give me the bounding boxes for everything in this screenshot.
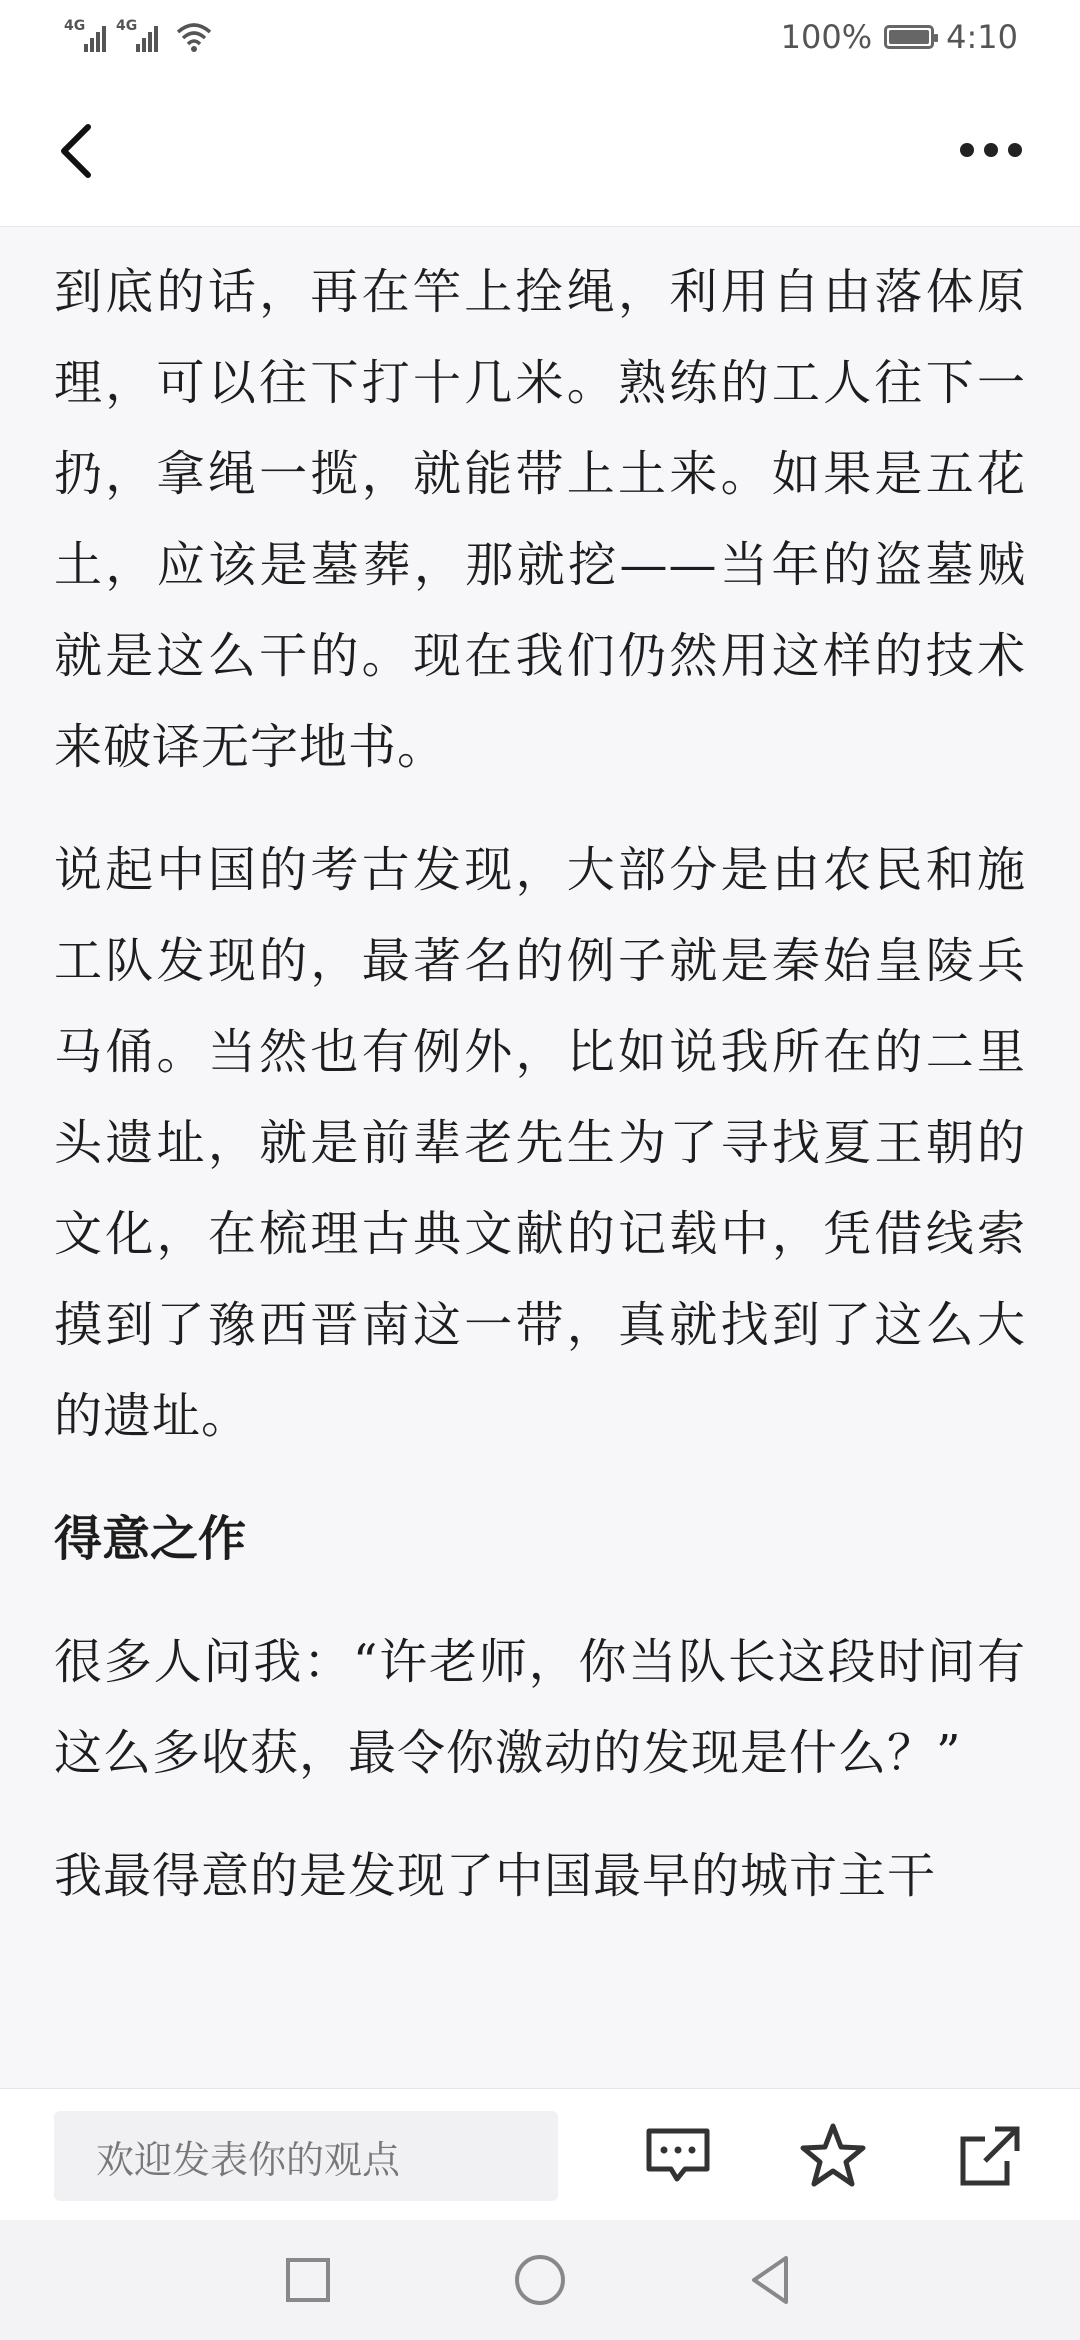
comment-input[interactable] xyxy=(54,2111,558,2201)
back-nav-icon[interactable] xyxy=(742,2250,802,2310)
article-paragraph: 很多人问我：“许老师，你当队长这段时间有这么多收获，最令你激动的发现是什么？” xyxy=(54,1634,1026,1781)
section-heading: 得意之作 xyxy=(54,1511,247,1567)
system-nav-bar xyxy=(0,2220,1080,2340)
recent-apps-icon[interactable] xyxy=(278,2250,338,2310)
star-icon[interactable] xyxy=(798,2121,868,2191)
signal-indicators xyxy=(64,18,212,52)
status-right xyxy=(781,18,1018,56)
chevron-left-icon[interactable] xyxy=(52,111,112,191)
article-content xyxy=(0,227,1080,2087)
status-bar xyxy=(0,0,1080,75)
clock: 4:10 xyxy=(946,18,1018,56)
article-paragraph: 说起中国的考古发现，大部分是由农民和施工队发现的，最著名的例子就是秦始皇陵兵马俑。当然也有例外，比如说我所在的二里头遗址，就是前辈老先生为了寻找夏王朝的文化，在梳理古典文献的记载中，凭借线索摸到了豫西晋南这一带，真就找到了这么大的遗址。 xyxy=(54,842,1026,1444)
signal-icon xyxy=(116,18,158,52)
share-icon[interactable] xyxy=(955,2121,1025,2191)
network-type: 4G xyxy=(64,18,86,34)
battery-icon xyxy=(884,25,934,49)
top-bar xyxy=(0,75,1080,227)
network-type: 4G xyxy=(116,18,138,34)
comment-placeholder: 欢迎发表你的观点 xyxy=(96,2137,401,2182)
article-body xyxy=(0,227,1080,1922)
home-icon[interactable] xyxy=(510,2250,570,2310)
signal-icon xyxy=(64,18,106,52)
more-dots-icon[interactable] xyxy=(960,135,1030,165)
wifi-icon xyxy=(176,22,212,52)
battery-percent: 100% xyxy=(780,18,873,56)
bottom-action-bar xyxy=(0,2088,1080,2221)
comment-icon[interactable] xyxy=(643,2121,713,2191)
article-paragraph: 我最得意的是发现了中国最早的城市主干 xyxy=(54,1848,937,1904)
article-paragraph: 到底的话，再在竿上拴绳，利用自由落体原理，可以往下打十几米。熟练的工人往下一扔，拿绳一揽，就能带上土来。如果是五花土，应该是墓葬，那就挖——当年的盗墓贼就是这么干的。现在我们仍然用这样的技术来破译无字地书。 xyxy=(54,264,1026,775)
